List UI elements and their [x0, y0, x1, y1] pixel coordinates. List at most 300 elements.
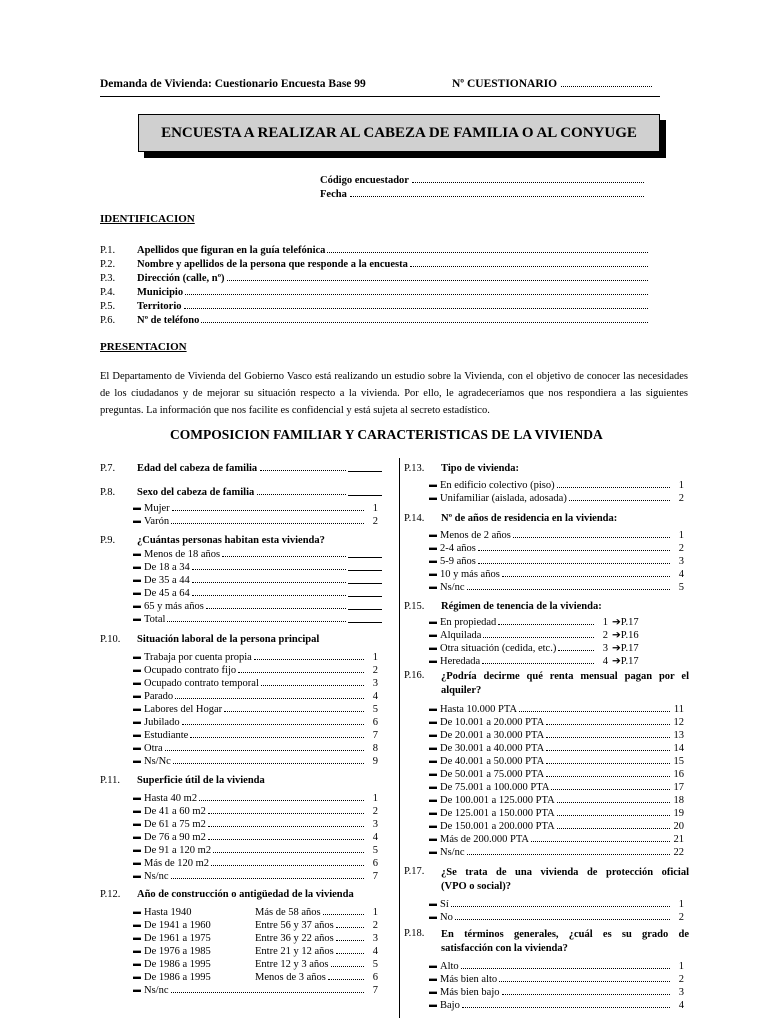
bullet-icon: ▬ [429, 834, 437, 843]
question-header [100, 772, 382, 786]
option-row[interactable] [426, 780, 684, 793]
option-dots [192, 582, 346, 583]
option-code: 2 [372, 516, 378, 527]
option-code: 7 [372, 730, 378, 741]
option-label: Ns/Nc [144, 756, 171, 767]
option-row[interactable] [130, 856, 378, 869]
option-row[interactable] [130, 547, 382, 560]
option-row[interactable] [426, 845, 684, 858]
option-code: 3 [372, 678, 378, 689]
option-code: 21 [673, 834, 684, 845]
option-label: De 1976 a 1985 [144, 946, 211, 957]
option-code: 4 [372, 691, 378, 702]
option-row[interactable] [426, 754, 684, 767]
option-label: Labores del Hogar [144, 704, 223, 715]
option-row[interactable] [426, 819, 684, 832]
option-row[interactable] [426, 985, 684, 998]
option-row[interactable] [130, 501, 378, 514]
bullet-icon: ▬ [429, 530, 437, 539]
option-row[interactable] [130, 983, 378, 996]
bullet-icon: ▬ [133, 614, 141, 623]
option-row[interactable] [130, 599, 382, 612]
option-dots [499, 981, 670, 982]
question-label: Dirección (calle, nº) [137, 273, 225, 284]
option-label: Jubilado [144, 717, 180, 728]
option-row[interactable] [130, 869, 378, 882]
option-code: 5 [372, 704, 378, 715]
option-label: Hasta 10.000 PTA [440, 704, 518, 715]
option-row[interactable] [130, 676, 378, 689]
question-label: Nº de teléfono [137, 315, 200, 326]
option-label: De 1986 a 1995 [144, 959, 211, 970]
option-dots [175, 698, 364, 699]
option-label: De 1941 a 1960 [144, 920, 211, 931]
option-label: De 125.001 a 150.000 PTA [440, 808, 555, 819]
option-label: De 1986 a 1995 [144, 972, 211, 983]
codigo-field[interactable] [412, 182, 644, 183]
option-row[interactable] [130, 560, 382, 573]
option-label: Unifamiliar (aislada, adosada) [440, 493, 567, 504]
option-dots [546, 750, 670, 751]
skip-arrow: ➔P.17 [612, 643, 639, 654]
option-code: 1 [678, 530, 684, 541]
option-code: 5 [372, 845, 378, 856]
question-header [100, 532, 382, 546]
option-row[interactable] [426, 491, 684, 504]
answer-field[interactable] [410, 266, 648, 267]
bullet-icon: ▬ [133, 678, 141, 687]
option-label: Ns/nc [144, 985, 169, 996]
option-label: Hasta 1940 [144, 907, 192, 918]
answer-blank[interactable] [348, 583, 382, 584]
option-dots [206, 608, 346, 609]
option-label: 65 y más años [144, 601, 204, 612]
answer-blank[interactable] [348, 495, 382, 496]
option-row[interactable] [130, 754, 378, 767]
option-label: Más bien bajo [440, 987, 500, 998]
question-number: P.6. [100, 315, 116, 326]
option-label: Estudiante [144, 730, 189, 741]
option-code: 14 [673, 743, 684, 754]
question-label: Territorio [137, 301, 182, 312]
option-label: Total [144, 614, 166, 625]
option-dots [467, 589, 671, 590]
option-dots [483, 637, 594, 638]
option-code: 1 [602, 617, 608, 628]
page-title: ENCUESTA A REALIZAR AL CABEZA DE FAMILIA O AL CONYUGE [138, 114, 660, 152]
question-number: P.2. [100, 259, 116, 270]
question-number: P.9. [100, 535, 116, 546]
option-dots [455, 919, 670, 920]
option-label: Hasta 40 m2 [144, 793, 198, 804]
option-label: Otra [144, 743, 163, 754]
option-code: 2 [602, 630, 608, 641]
option-label: Ns/nc [440, 582, 465, 593]
option-dots [546, 763, 670, 764]
option-dots [513, 537, 670, 538]
option-code: 1 [678, 961, 684, 972]
option-dots [192, 595, 346, 596]
skip-arrow: ➔P.17 [612, 656, 639, 667]
option-dots [557, 815, 670, 816]
option-code: 12 [673, 717, 684, 728]
option-row[interactable] [426, 728, 684, 741]
question-number: P.8. [100, 487, 116, 498]
option-row[interactable] [426, 528, 684, 541]
answer-blank[interactable] [348, 622, 382, 623]
option-row[interactable] [130, 689, 378, 702]
question-number: P.12. [100, 889, 121, 900]
answer-blank[interactable] [348, 471, 382, 472]
option-row[interactable] [130, 663, 378, 676]
option-dots [199, 800, 364, 801]
option-row[interactable] [130, 612, 382, 625]
option-row[interactable] [130, 791, 378, 804]
answer-field[interactable] [327, 252, 648, 253]
questionnaire-number-field[interactable] [561, 86, 652, 87]
option-dots [336, 953, 364, 954]
question-label: Nº de años de residencia en la vivienda: [441, 513, 618, 524]
option-dots [165, 750, 364, 751]
questionnaire-number: Nº CUESTIONARIO [452, 78, 652, 90]
option-row[interactable] [426, 832, 684, 845]
answer-blank[interactable] [348, 557, 382, 558]
option-dots [478, 550, 670, 551]
bullet-icon: ▬ [133, 858, 141, 867]
answer-blank[interactable] [348, 596, 382, 597]
bullet-icon: ▬ [133, 730, 141, 739]
bullet-icon: ▬ [133, 946, 141, 955]
option-code: 4 [678, 569, 684, 580]
skip-arrow: ➔P.17 [612, 617, 639, 628]
question-number: P.16. [404, 670, 425, 681]
option-code: 2 [372, 665, 378, 676]
option-dots [171, 992, 365, 993]
option-row[interactable] [426, 580, 684, 593]
question-header [100, 631, 382, 645]
bullet-icon: ▬ [133, 549, 141, 558]
option-row[interactable] [130, 573, 382, 586]
bullet-icon: ▬ [133, 516, 141, 525]
question-header [404, 598, 684, 612]
question-label-line1: ¿Se trata de una vivienda de protección oficial [441, 867, 689, 878]
option-code: 17 [673, 782, 684, 793]
option-dots [482, 663, 594, 664]
question-number: P.10. [100, 634, 121, 645]
option-dots [167, 621, 346, 622]
option-row[interactable] [130, 586, 382, 599]
bullet-icon: ▬ [133, 871, 141, 880]
option-label: Menos de 2 años [440, 530, 511, 541]
option-dots [208, 839, 364, 840]
option-dots [461, 968, 670, 969]
option-label: Heredada [440, 656, 481, 667]
option-row[interactable] [130, 804, 378, 817]
option-code: 7 [372, 985, 378, 996]
bullet-icon: ▬ [133, 845, 141, 854]
option-dots [557, 487, 670, 488]
option-label: 5-9 años [440, 556, 476, 567]
option-row[interactable] [130, 817, 378, 830]
option-code: 2 [372, 920, 378, 931]
option-row[interactable] [130, 715, 378, 728]
option-row[interactable] [426, 910, 684, 923]
bullet-icon: ▬ [133, 717, 141, 726]
option-code: 22 [673, 847, 684, 858]
option-code: 6 [372, 858, 378, 869]
bullet-icon: ▬ [133, 601, 141, 610]
option-row[interactable] [130, 944, 378, 957]
option-code: 1 [372, 907, 378, 918]
question-label-line2: satisfacción con la vivienda? [441, 943, 568, 954]
bullet-icon: ▬ [429, 808, 437, 817]
bullet-icon: ▬ [429, 582, 437, 591]
bullet-icon: ▬ [133, 743, 141, 752]
option-dots [171, 523, 364, 524]
option-code: 3 [602, 643, 608, 654]
option-label: De 50.001 a 75.000 PTA [440, 769, 545, 780]
question-label-line2: (VPO o social)? [441, 881, 511, 892]
answer-field[interactable] [257, 494, 346, 495]
bullet-icon: ▬ [133, 832, 141, 841]
option-row[interactable] [130, 905, 378, 918]
option-code: 13 [673, 730, 684, 741]
option-code: 4 [372, 946, 378, 957]
option-code: 11 [673, 704, 684, 715]
option-dots [531, 841, 670, 842]
option-age: Entre 12 y 3 años [255, 959, 329, 970]
question-number: P.7. [100, 463, 116, 474]
option-label: Varón [144, 516, 170, 527]
option-label: Menos de 18 años [144, 549, 221, 560]
answer-field[interactable] [184, 308, 648, 309]
option-code: 2 [372, 806, 378, 817]
option-row[interactable] [130, 931, 378, 944]
bullet-icon: ▬ [133, 819, 141, 828]
question-header [404, 460, 684, 474]
option-row[interactable] [130, 514, 378, 527]
option-label: No [440, 912, 453, 923]
presentacion-text: El Departamento de Vivienda del Gobierno Vasco está realizando un estudio sobre la Vivienda, con el objetivo de conocer las necesidades de los ciudadanos y de mejorar su situación respecto a la vivienda. Por ello, le agradeceríamos que nos respondiera a las siguientes preguntas. La información que nos facilite es confidencial y está sujeta al secreto estadístico. [100, 371, 688, 416]
option-row[interactable] [426, 793, 684, 806]
option-row[interactable] [130, 970, 378, 983]
question-number: P.1. [100, 245, 116, 256]
option-label: De 35 a 44 [144, 575, 190, 586]
option-label: Ns/nc [440, 847, 465, 858]
bullet-icon: ▬ [429, 630, 437, 639]
option-label: Más de 200.000 PTA [440, 834, 529, 845]
option-dots [224, 711, 364, 712]
option-code: 4 [602, 656, 608, 667]
option-code: 4 [678, 1000, 684, 1011]
answer-blank[interactable] [348, 570, 382, 571]
option-dots [502, 576, 670, 577]
bullet-icon: ▬ [429, 643, 437, 652]
bullet-icon: ▬ [429, 769, 437, 778]
option-label: 10 y más años [440, 569, 500, 580]
question-label: ¿Cuántas personas habitan esta vivienda? [137, 535, 325, 546]
option-row[interactable] [130, 843, 378, 856]
option-row[interactable] [130, 650, 378, 663]
bullet-icon: ▬ [429, 795, 437, 804]
option-row[interactable] [426, 897, 684, 910]
fecha-field[interactable] [350, 196, 644, 197]
option-code: 2 [678, 493, 684, 504]
option-dots [451, 906, 670, 907]
bullet-icon: ▬ [429, 756, 437, 765]
option-label: Ocupado contrato fijo [144, 665, 237, 676]
option-row[interactable] [426, 767, 684, 780]
question-number: P.5. [100, 301, 116, 312]
bullet-icon: ▬ [133, 933, 141, 942]
option-row[interactable] [426, 715, 684, 728]
answer-field[interactable] [201, 322, 648, 323]
option-row[interactable] [426, 806, 684, 819]
option-label: De 30.001 a 40.000 PTA [440, 743, 545, 754]
option-row[interactable] [426, 741, 684, 754]
bullet-icon: ▬ [429, 847, 437, 856]
option-label: Más de 120 m2 [144, 858, 210, 869]
option-dots [569, 500, 670, 501]
option-label: Alquilada [440, 630, 482, 641]
option-dots [172, 510, 364, 511]
question-number: P.15. [404, 601, 425, 612]
ident-row [100, 242, 648, 256]
bullet-icon: ▬ [429, 717, 437, 726]
option-dots [336, 940, 364, 941]
option-row[interactable] [426, 972, 684, 985]
option-dots [171, 878, 365, 879]
bullet-icon: ▬ [429, 987, 437, 996]
question-header [404, 510, 684, 524]
option-label: De 91 a 120 m2 [144, 845, 212, 856]
option-dots [222, 556, 346, 557]
option-row[interactable] [426, 959, 684, 972]
option-dots [546, 737, 670, 738]
question-label: Año de construcción o antigüedad de la vivienda [137, 889, 354, 900]
option-row[interactable] [130, 957, 378, 970]
question-label: Situación laboral de la persona principal [137, 634, 320, 645]
option-code: 4 [372, 832, 378, 843]
option-dots [557, 802, 670, 803]
bullet-icon: ▬ [429, 493, 437, 502]
option-age: Entre 56 y 37 años [255, 920, 334, 931]
option-label: Ns/nc [144, 871, 169, 882]
question-header [100, 886, 382, 900]
option-label: De 75.001 a 100.000 PTA [440, 782, 550, 793]
option-code: 1 [678, 899, 684, 910]
option-row[interactable] [426, 478, 684, 491]
bullet-icon: ▬ [429, 480, 437, 489]
question-label-line2: alquiler? [441, 685, 482, 696]
option-dots [502, 994, 671, 995]
option-code: 6 [372, 972, 378, 983]
option-dots [182, 724, 364, 725]
option-dots [467, 854, 671, 855]
bullet-icon: ▬ [133, 575, 141, 584]
option-label: Otra situación (cedida, etc.) [440, 643, 557, 654]
option-label: Sí [440, 899, 449, 910]
answer-field[interactable] [227, 280, 648, 281]
option-code: 2 [678, 543, 684, 554]
option-row[interactable] [130, 741, 378, 754]
option-code: 8 [372, 743, 378, 754]
bullet-icon: ▬ [429, 743, 437, 752]
bullet-icon: ▬ [429, 704, 437, 713]
option-label: De 76 a 90 m2 [144, 832, 206, 843]
bullet-icon: ▬ [429, 543, 437, 552]
option-code: 5 [372, 959, 378, 970]
option-dots [261, 685, 364, 686]
option-code: 9 [372, 756, 378, 767]
option-dots [208, 813, 364, 814]
option-label: Parado [144, 691, 174, 702]
option-row[interactable] [426, 702, 684, 715]
option-row[interactable] [426, 541, 684, 554]
bullet-icon: ▬ [133, 652, 141, 661]
bullet-icon: ▬ [133, 562, 141, 571]
option-age: Menos de 3 años [255, 972, 326, 983]
option-code: 2 [678, 912, 684, 923]
question-label: Edad del cabeza de familia [137, 463, 258, 474]
answer-field[interactable] [260, 470, 346, 471]
option-row[interactable] [426, 998, 684, 1011]
option-dots [238, 672, 364, 673]
question-header [100, 484, 382, 498]
bullet-icon: ▬ [133, 691, 141, 700]
option-code: 15 [673, 756, 684, 767]
option-row[interactable] [426, 567, 684, 580]
option-code: 3 [678, 556, 684, 567]
option-row[interactable] [130, 728, 378, 741]
document-header: Demanda de Vivienda: Cuestionario Encuesta Base 99 [100, 78, 366, 90]
option-row[interactable] [130, 702, 378, 715]
answer-field[interactable] [185, 294, 648, 295]
option-dots [462, 1007, 670, 1008]
option-row[interactable] [426, 628, 658, 641]
header-rule [100, 96, 660, 97]
question-label: Superficie útil de la vivienda [137, 775, 265, 786]
option-dots [331, 966, 364, 967]
option-row[interactable] [426, 641, 658, 654]
option-code: 3 [678, 987, 684, 998]
option-row[interactable] [426, 554, 684, 567]
question-label-line1: En términos generales, ¿cuál es su grado de [441, 929, 689, 940]
ident-row [100, 270, 648, 284]
bullet-icon: ▬ [429, 617, 437, 626]
question-number: P.13. [404, 463, 425, 474]
option-row[interactable] [130, 918, 378, 931]
answer-blank[interactable] [348, 609, 382, 610]
question-label-line1: ¿Podría decirme qué renta mensual pagan por el [441, 671, 689, 682]
option-row[interactable] [426, 615, 658, 628]
option-row[interactable] [426, 654, 658, 667]
bullet-icon: ▬ [429, 1000, 437, 1009]
option-dots [211, 865, 364, 866]
identificacion-heading: IDENTIFICACION [100, 213, 195, 225]
bullet-icon: ▬ [133, 665, 141, 674]
option-code: 5 [678, 582, 684, 593]
option-dots [173, 763, 364, 764]
bullet-icon: ▬ [133, 503, 141, 512]
option-code: 2 [678, 974, 684, 985]
option-label: De 20.001 a 30.000 PTA [440, 730, 545, 741]
option-code: 3 [372, 933, 378, 944]
option-row[interactable] [130, 830, 378, 843]
option-dots [208, 826, 364, 827]
option-label: De 100.001 a 125.000 PTA [440, 795, 555, 806]
bullet-icon: ▬ [429, 656, 437, 665]
